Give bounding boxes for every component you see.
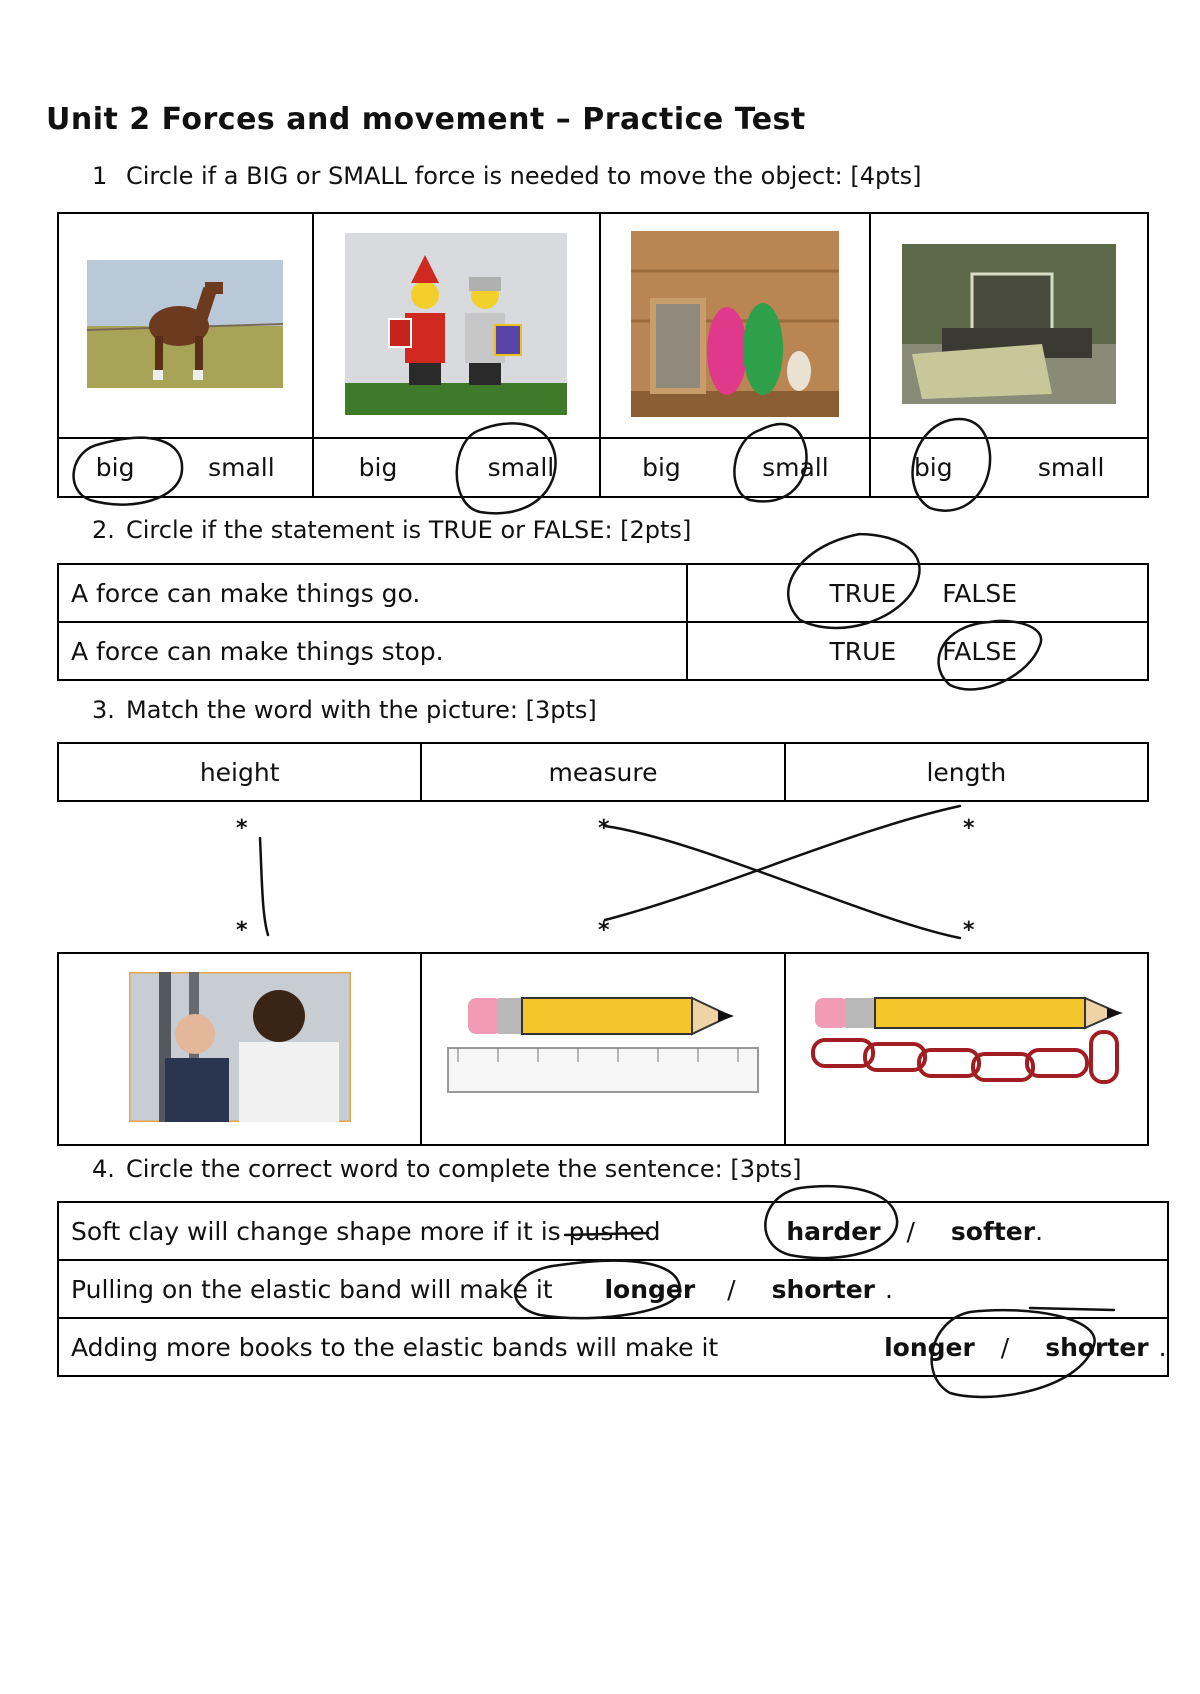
horse-picture: [87, 260, 283, 388]
option-big[interactable]: big: [913, 453, 953, 483]
true-false-table: [57, 563, 1149, 681]
child-height-picture: [129, 972, 351, 1122]
option-shorter[interactable]: shorter: [1045, 1332, 1149, 1362]
question-number: 2.: [92, 516, 115, 544]
statement-cell: A force can make things go.: [58, 564, 687, 622]
soft-toys-picture: [631, 231, 839, 417]
match-line: [260, 838, 268, 935]
page-title: Unit 2 Forces and movement – Practice Test: [46, 102, 806, 137]
sentence-text: Soft clay will change shape more if it is pushed: [71, 1216, 661, 1246]
sentence-row: [58, 1202, 1168, 1260]
pencil-ruler-picture: [438, 992, 768, 1102]
sentence-end: .: [1035, 1216, 1044, 1246]
word-height[interactable]: height: [58, 743, 421, 801]
option-true[interactable]: TRUE: [829, 636, 897, 666]
match-words-table: [57, 742, 1149, 802]
bulldozer-picture: [902, 244, 1116, 404]
option-big[interactable]: big: [642, 453, 681, 483]
option-softer[interactable]: softer: [950, 1216, 1036, 1246]
picture-cell: [870, 213, 1148, 438]
word-length[interactable]: length: [785, 743, 1148, 801]
true-false-cell: [687, 622, 1148, 680]
picture-cell: [58, 953, 421, 1145]
separator: /: [727, 1274, 736, 1304]
question-4: [92, 1155, 801, 1183]
sentence-text: Adding more books to the elastic bands will make it: [71, 1332, 719, 1362]
true-false-cell: [687, 564, 1148, 622]
pencil-paperclips-picture: [801, 992, 1131, 1102]
question-number: 4.: [92, 1155, 115, 1183]
match-dot[interactable]: *: [963, 918, 975, 943]
option-big[interactable]: big: [358, 453, 398, 483]
option-longer[interactable]: longer: [884, 1332, 975, 1362]
sentence-text: Pulling on the elastic band will make it: [71, 1274, 553, 1304]
option-small[interactable]: small: [208, 453, 275, 483]
option-big[interactable]: big: [95, 453, 135, 483]
sentence-end: .: [884, 1274, 893, 1304]
answer-cell: [313, 438, 601, 497]
option-false[interactable]: FALSE: [942, 578, 1017, 608]
option-small[interactable]: small: [1037, 453, 1105, 483]
picture-cell: [421, 953, 784, 1145]
option-small[interactable]: small: [487, 453, 555, 483]
question-1: [92, 162, 921, 190]
picture-cell: [785, 953, 1148, 1145]
picture-cell: [600, 213, 870, 438]
picture-cell: [58, 213, 313, 438]
match-dot[interactable]: *: [598, 918, 610, 943]
match-pictures-table: [57, 952, 1149, 1146]
question-2: [92, 516, 691, 544]
option-shorter[interactable]: shorter: [771, 1274, 875, 1304]
match-dot[interactable]: *: [963, 816, 975, 841]
separator: /: [906, 1216, 915, 1246]
toy-knights-picture: [345, 233, 567, 415]
option-false[interactable]: FALSE: [942, 636, 1017, 666]
answer-cell: [58, 438, 313, 497]
sentence-end: .: [1158, 1332, 1167, 1362]
force-table: [57, 212, 1149, 498]
question-number: 1: [92, 162, 108, 190]
answer-cell: [600, 438, 870, 497]
match-dot[interactable]: *: [598, 816, 610, 841]
answer-cell: [870, 438, 1148, 497]
option-small[interactable]: small: [762, 453, 829, 483]
word-measure[interactable]: measure: [421, 743, 784, 801]
question-text: Circle the correct word to complete the sentence: [3pts]: [126, 1155, 802, 1183]
question-text: Circle if the statement is TRUE or FALSE: [2pts]: [126, 516, 692, 544]
match-dot[interactable]: *: [236, 816, 248, 841]
question-text: Circle if a BIG or SMALL force is needed to move the object: [4pts]: [126, 162, 922, 190]
option-harder[interactable]: harder: [786, 1216, 881, 1246]
picture-cell: [313, 213, 601, 438]
match-dot[interactable]: *: [236, 918, 248, 943]
match-line: [605, 826, 960, 938]
separator: /: [1000, 1332, 1010, 1362]
sentence-row: [58, 1318, 1168, 1376]
question-number: 3.: [92, 696, 115, 724]
option-longer[interactable]: longer: [604, 1274, 696, 1304]
question-text: Match the word with the picture: [3pts]: [126, 696, 597, 724]
sentence-table: [57, 1201, 1169, 1377]
question-3: [92, 696, 597, 724]
statement-cell: A force can make things stop.: [58, 622, 687, 680]
option-true[interactable]: TRUE: [829, 578, 897, 608]
match-line: [605, 806, 960, 920]
sentence-row: [58, 1260, 1168, 1318]
